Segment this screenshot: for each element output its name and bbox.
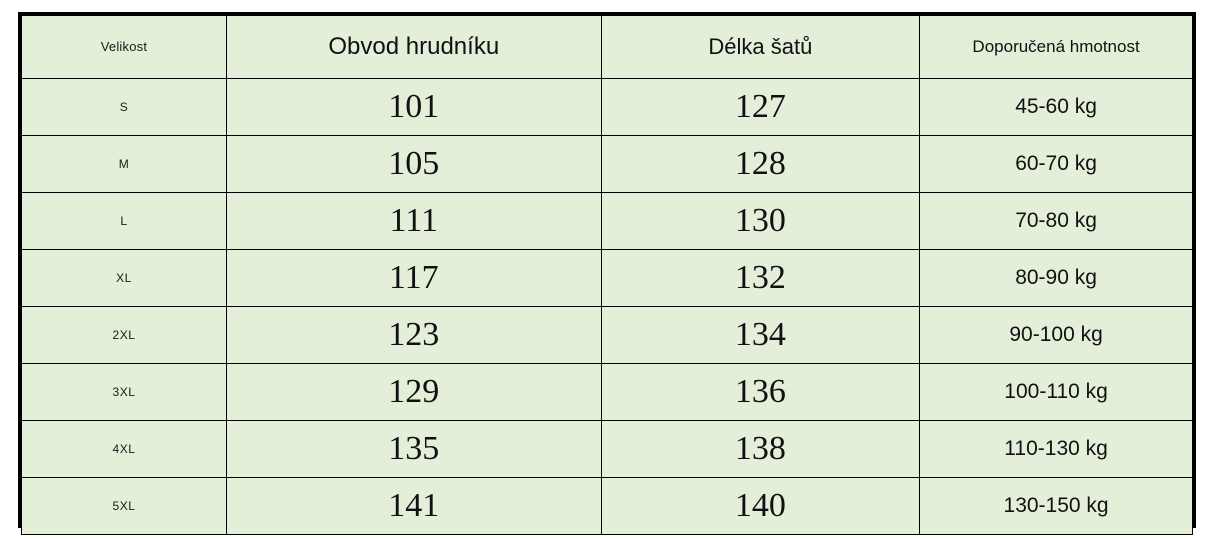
cell-chest [226, 136, 601, 193]
size-value: S [119, 100, 129, 114]
size-value: M [118, 157, 130, 171]
cell-weight [920, 307, 1193, 364]
cell-size [22, 421, 227, 478]
cell-length [601, 421, 920, 478]
table-row [22, 250, 1193, 307]
chest-value: 141 [388, 487, 440, 524]
chest-value: 135 [388, 430, 440, 467]
header-cell-length [601, 16, 920, 79]
size-value: 5XL [112, 499, 136, 513]
weight-value: 100-110 kg [1004, 380, 1108, 403]
table-row [22, 193, 1193, 250]
size-value: 2XL [112, 328, 136, 342]
size-value: 4XL [112, 442, 136, 456]
cell-weight [920, 250, 1193, 307]
chest-value: 101 [388, 88, 440, 125]
weight-value: 60-70 kg [1015, 152, 1097, 175]
table-row [22, 136, 1193, 193]
cell-length [601, 193, 920, 250]
size-value: XL [116, 271, 132, 285]
cell-weight [920, 136, 1193, 193]
size-value: L [120, 214, 128, 228]
table-row [22, 307, 1193, 364]
cell-chest [226, 193, 601, 250]
cell-chest [226, 307, 601, 364]
cell-weight [920, 421, 1193, 478]
cell-size [22, 79, 227, 136]
cell-size [22, 307, 227, 364]
weight-value: 90-100 kg [1009, 323, 1103, 346]
size-value: 3XL [112, 385, 136, 399]
length-value: 134 [734, 316, 786, 353]
header-cell-weight [920, 16, 1193, 79]
cell-size [22, 136, 227, 193]
chest-value: 105 [388, 145, 440, 182]
table-row [22, 421, 1193, 478]
cell-chest [226, 478, 601, 535]
cell-chest [226, 421, 601, 478]
weight-value: 80-90 kg [1015, 266, 1097, 289]
cell-weight [920, 364, 1193, 421]
weight-value: 45-60 kg [1015, 95, 1097, 118]
cell-length [601, 307, 920, 364]
header-cell-chest [226, 16, 601, 79]
length-value: 130 [734, 202, 786, 239]
cell-size [22, 478, 227, 535]
cell-weight [920, 79, 1193, 136]
cell-weight [920, 478, 1193, 535]
weight-value: 110-130 kg [1004, 437, 1108, 460]
header-label-weight: Doporučená hmotnost [972, 37, 1140, 56]
cell-chest [226, 250, 601, 307]
cell-length [601, 79, 920, 136]
cell-size [22, 250, 227, 307]
cell-length [601, 364, 920, 421]
length-value: 132 [734, 259, 786, 296]
length-value: 136 [734, 373, 786, 410]
chest-value: 129 [388, 373, 440, 410]
table-row [22, 364, 1193, 421]
cell-length [601, 250, 920, 307]
header-label-size: Velikost [100, 39, 148, 54]
cell-length [601, 478, 920, 535]
cell-size [22, 193, 227, 250]
header-cell-size [22, 16, 227, 79]
header-label-length: Délka šatů [708, 34, 813, 59]
size-chart-table-container [18, 12, 1196, 528]
chest-value: 111 [389, 202, 439, 239]
size-chart-table [21, 15, 1193, 535]
cell-chest [226, 364, 601, 421]
length-value: 127 [734, 88, 786, 125]
header-label-chest: Obvod hrudníku [328, 33, 500, 60]
cell-chest [226, 79, 601, 136]
cell-weight [920, 193, 1193, 250]
weight-value: 70-80 kg [1015, 209, 1097, 232]
length-value: 138 [734, 430, 786, 467]
table-header-row [22, 16, 1193, 79]
weight-value: 130-150 kg [1003, 494, 1109, 517]
length-value: 140 [734, 487, 786, 524]
cell-size [22, 364, 227, 421]
table-row [22, 79, 1193, 136]
chest-value: 117 [388, 259, 439, 296]
length-value: 128 [734, 145, 786, 182]
chest-value: 123 [388, 316, 440, 353]
table-row [22, 478, 1193, 535]
cell-length [601, 136, 920, 193]
